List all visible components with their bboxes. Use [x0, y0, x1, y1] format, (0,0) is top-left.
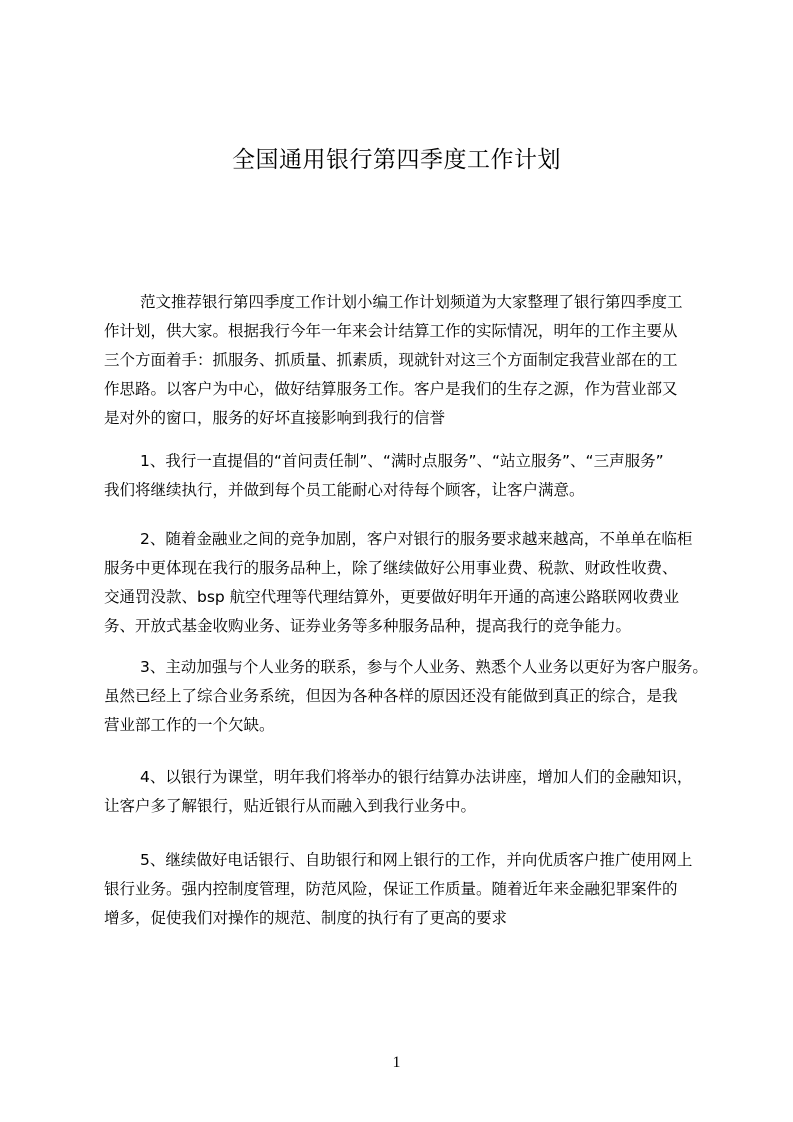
item-3-paragraph — [104, 653, 724, 740]
text-line: 务、开放式基金收购业务、证券业务等多种服务品种，提高我行的竞争能力。 — [104, 617, 632, 635]
text-line: 营业部工作的一个欠缺。 — [104, 716, 275, 734]
document-title: 全国通用银行第四季度工作计划 — [232, 147, 561, 173]
item-4-paragraph — [104, 763, 724, 821]
text-line: 服务中更体现在我行的服务品种上，除了继续做好公用事业费、税款、财政性收费、 — [104, 559, 678, 577]
text-line: 增多，促使我们对操作的规范、制度的执行有了更高的要求 — [104, 909, 508, 927]
page-number: 1 — [392, 1054, 401, 1071]
text-line: 5、继续做好电话银行、自助银行和网上银行的工作，并向优质客户推广使用网上 — [140, 851, 693, 869]
text-line: 4、以银行为课堂，明年我们将举办的银行结算办法讲座，增加人们的金融知识， — [140, 768, 693, 786]
text-line: 我们将继续执行，并做到每个员工能耐心对待每个顾客，让客户满意。 — [104, 481, 585, 499]
text-line: 2、随着金融业之间的竞争加剧，客户对银行的服务要求越来越高，不单单在临柜 — [140, 530, 693, 548]
text-line: 银行业务。强内控制度管理，防范风险，保证工作质量。随着近年来金融犯罪案件的 — [104, 880, 678, 898]
item-1-paragraph — [104, 447, 724, 505]
text-line: 1、我行一直提倡的“首问责任制”、“满时点服务”、“站立服务”、“三声服务” — [140, 452, 664, 470]
text-line: 是对外的窗口，服务的好坏直接影响到我行的信誉 — [104, 409, 446, 427]
text-line: 作计划，供大家。根据我行今年一年来会计结算工作的实际情况，明年的工作主要从 — [104, 322, 678, 340]
text-line: 3、主动加强与个人业务的联系，参与个人业务、熟悉个人业务以更好为客户服务。 — [140, 658, 708, 676]
text-line: 三个方面着手：抓服务、抓质量、抓素质，现就针对这三个方面制定我营业部在的工 — [104, 351, 678, 369]
item-5-paragraph — [104, 846, 724, 933]
text-line: 交通罚没款、bsp 航空代理等代理结算外，更要做好明年开通的高速公路联网收费业 — [104, 588, 680, 606]
intro-paragraph — [104, 288, 724, 433]
text-line: 作思路。以客户为中心，做好结算服务工作。客户是我们的生存之源，作为营业部又 — [104, 380, 678, 398]
text-line: 虽然已经上了综合业务系统，但因为各种各样的原因还没有能做到真正的综合，是我 — [104, 687, 678, 705]
text-line: 让客户多了解银行，贴近银行从而融入到我行业务中。 — [104, 797, 477, 815]
item-2-paragraph — [104, 525, 724, 641]
text-line: 范文推荐银行第四季度工作计划小编工作计划频道为大家整理了银行第四季度工 — [140, 293, 683, 311]
